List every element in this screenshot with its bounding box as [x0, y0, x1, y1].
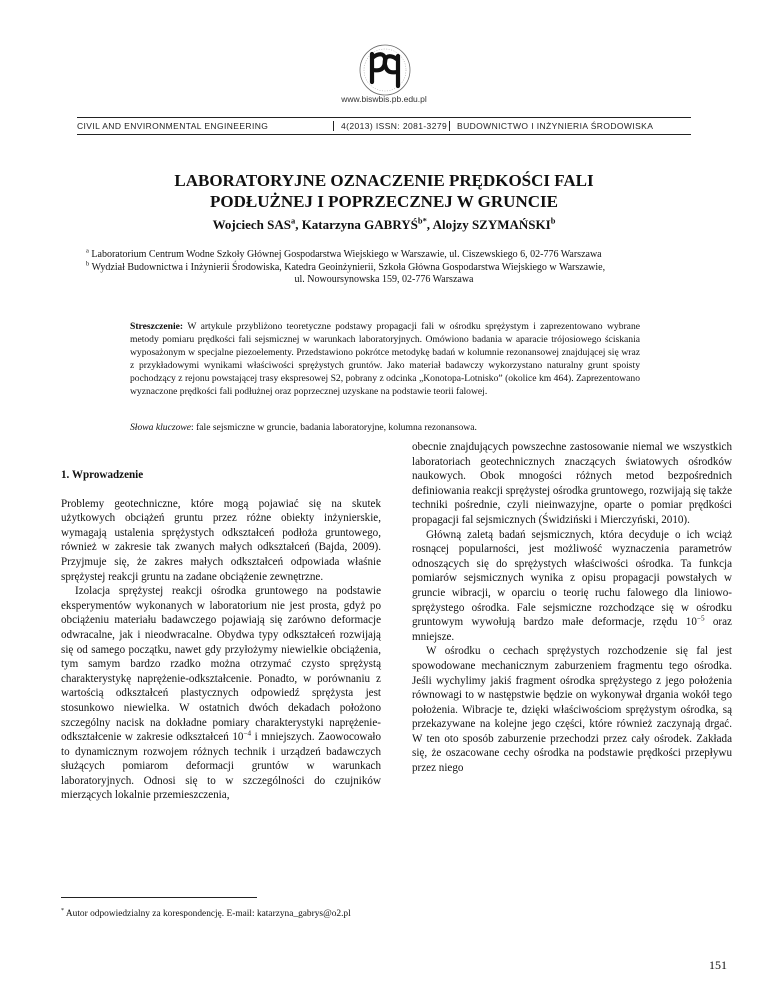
exponent: −4 [243, 729, 252, 738]
authors [0, 217, 768, 233]
paragraph [412, 528, 732, 645]
exponent: −5 [696, 614, 705, 623]
paragraph-text: oraz mniejsze. [412, 616, 732, 643]
paper-title [0, 170, 768, 212]
affiliation-a [86, 249, 682, 262]
left-column [61, 468, 381, 803]
title-line-2: PODŁUŻNEJ I POPRZECZNEJ W GRUNCIE [210, 192, 558, 211]
paragraph-text: Główną zaletą badań sejsmicznych, która decyduje o ich wciąż rosnącej popularności, jest możliwość wyznaczenia parametrów odnoszących się do sprężystych właściwości ośrodka. Ta funkcja pomiarów sejsmicznych wynika z opisu propagacji powstałych w gruncie wibracji, w oparciu o teorię ruchu falowego dla liniowo-sprężystego ośrodka. Fale sejsmiczne rozchodzące się w ośrodku gruntowym wywołują bardzo małe deformacje, rzędu 10 [412, 528, 732, 629]
journal-header-bar [77, 117, 691, 135]
page-number: 151 [709, 958, 727, 972]
affiliation-a-mark: a [86, 247, 89, 255]
author-separator: , [426, 217, 433, 232]
paragraph: Problemy geotechniczne, które mogą pojawiać się na skutek użytkowych obciążeń gruntu przez różne obiekty inżynierskie, wymagają ustalenia sprężystych odkształceń podłoża gruntowego, również w zakresie tak zwanych małych odkształceń (Bajda, 2009). Przyjmuje się, że zakres małych odkształceń odpowiada właśnie sprężystej reakcji gruntu na zadane obciążenie zewnętrzne. [61, 497, 381, 583]
journal-url[interactable]: www.biswbis.pb.edu.pl [341, 94, 427, 104]
abstract-label: Streszczenie: [130, 321, 184, 332]
section-heading: 1. Wprowadzenie [61, 469, 144, 481]
author-3-affil: b [550, 215, 556, 226]
affiliation-b-address: ul. Nowoursynowska 159, 02-776 Warszawa [294, 274, 474, 285]
footnote-mark: * [61, 907, 65, 914]
affiliation-b [86, 262, 682, 275]
author-3: Alojzy SZYMAŃSKI [432, 217, 551, 232]
author-1-affil: a [290, 215, 296, 226]
keywords [130, 422, 640, 433]
abstract [130, 320, 640, 398]
affiliation-a-text: Laboratorium Centrum Wodne Szkoły Głównej Gospodarstwa Wiejskiego w Warszawie, ul. Ciszewskiego 6, 02-776 Warszawa [88, 249, 602, 260]
author-2: Katarzyna GABRYŚ [301, 217, 418, 232]
affiliation-b-mark: b [86, 260, 90, 268]
footnote-divider [61, 897, 257, 898]
journal-logo-icon [358, 42, 412, 98]
abstract-text: W artykule przybliżono teoretyczne podstawy propagacji fali w ośrodku sprężystym i zaprezentowano wybrane metody pomiaru prędkości fali sejsmicznej w warunkach laboratoryjnych. Omówiono badania w aparacie trójosiowego ściskania wyposażonym w specjalne piezoelementy. Przedstawiono pokrótce metodykę badań w kolumnie rezonansowej znajdującej się wraz z przykładowymi wynikami właściwości sprężystych gruntów. Jako materiał badawczy wykorzystano naturalny grunt spoisty pochodzący z rejonu powstającej trasy ekspresowej S2, pobrany z odcinka „Konotopa-Lotnisko” (okolice km 464). Zaprezentowano wyznaczone prędkości fali podłużnej oraz poprzecznej uzyskane na podstawie teorii falowej. [130, 321, 640, 397]
affiliation-b-text: Wydział Budownictwa i Inżynierii Środowiska, Katedra Geoinżynierii, Szkoła Główna Gospodarstwa Wiejskiego w Warszawie, [89, 261, 606, 273]
paragraph-text: Izolacja sprężystej reakcji ośrodka gruntowego na podstawie eksperymentów wykonanych w laboratorium nie jest prosta, gdyż po obciążeniu materiału badawczego pojawiają się zarówno deformacje odwracalne, jak i nieodwracalne. Obydwa typy odkształceń rozwijają się od samego początku, nawet gdy przyłożymy niewielkie obciążenia, tym samym bardzo rzadko można otrzymać czysto sprężystą charakterystykę naprężenie-odkształcenie. Ponadto, w porównaniu z wartością odkształceń plastycznych odpowiedź sprężysta jest stosunkowo niewielka. W ostatnich dwóch dekadach położono szczególny nacisk na dokładne pomiary charakterystyki naprężenie-odkształcenie w zakresie odkształceń 10 [61, 585, 381, 744]
footnote-text: Autor odpowiedzialny za korespondencję. E-mail: katarzyna_gabrys@o2.pl [64, 909, 351, 919]
author-1: Wojciech SAS [212, 217, 291, 232]
author-separator: , [295, 217, 302, 232]
paragraph [61, 584, 381, 803]
paragraph: W ośrodku o cechach sprężystych rozchodzenie się fal jest spowodowane mechanicznym zaburzeniem fragmentu tego ośrodka. Jeśli wychylimy jakiś fragment ośrodka sprężystego z jego położenia równowagi to w następstwie będzie on wykonywał drgania wokół tego położenia. Wibracje te, dzięki właściwościom sprężystym ośrodka, są przekazywane na kolejne jego części, które również zaczynają drgać. W ten oto sposób zaburzenie przechodzi przez cały ośrodek. Zakłada się, że oszacowane cechy ośrodka na podstawie prędkości przepływu przez niego [412, 645, 732, 775]
right-column [412, 440, 732, 776]
journal-name-pl: BUDOWNICTWO I INŻYNIERIA ŚRODOWISKA [449, 121, 653, 131]
title-line-1: LABORATORYJNE OZNACZENIE PRĘDKOŚCI FALI [174, 171, 594, 190]
paragraph: obecnie znajdujących powszechne zastosowanie niemal we wszystkich laboratoriach geotechnicznych znaczących światowych ośrodków naukowych. Obok mnogości różnych metod bezpośrednich definiowania reakcji sprężystej ośrodka gruntowego, rozwijają się także techniki pośrednie, czyli nieinwazyjne, oparte o pomiar prędkości propagacji fal sejsmicznych (Świdziński i Mierczyński, 2010). [412, 441, 732, 526]
affiliations [86, 249, 682, 287]
journal-issue: 4(2013) ISSN: 2081-3279 [333, 121, 447, 131]
footnote [61, 909, 351, 919]
keywords-text: : fale sejsmiczne w gruncie, badania laboratoryjne, kolumna rezonansowa. [191, 422, 477, 433]
author-2-affil: b* [417, 215, 427, 226]
keywords-label: Słowa kluczowe [130, 422, 192, 433]
journal-name-en: CIVIL AND ENVIRONMENTAL ENGINEERING [77, 121, 269, 131]
paragraph-text: i mniejszych. Zaowocowało to dynamicznym rozwojem różnych technik i urządzeń badawczych służących pomiarom deformacji gruntów w warunkach laboratoryjnych. Odnosi się to w szczególności do czujników mierzących lokalnie przemieszczenia, [61, 731, 381, 802]
